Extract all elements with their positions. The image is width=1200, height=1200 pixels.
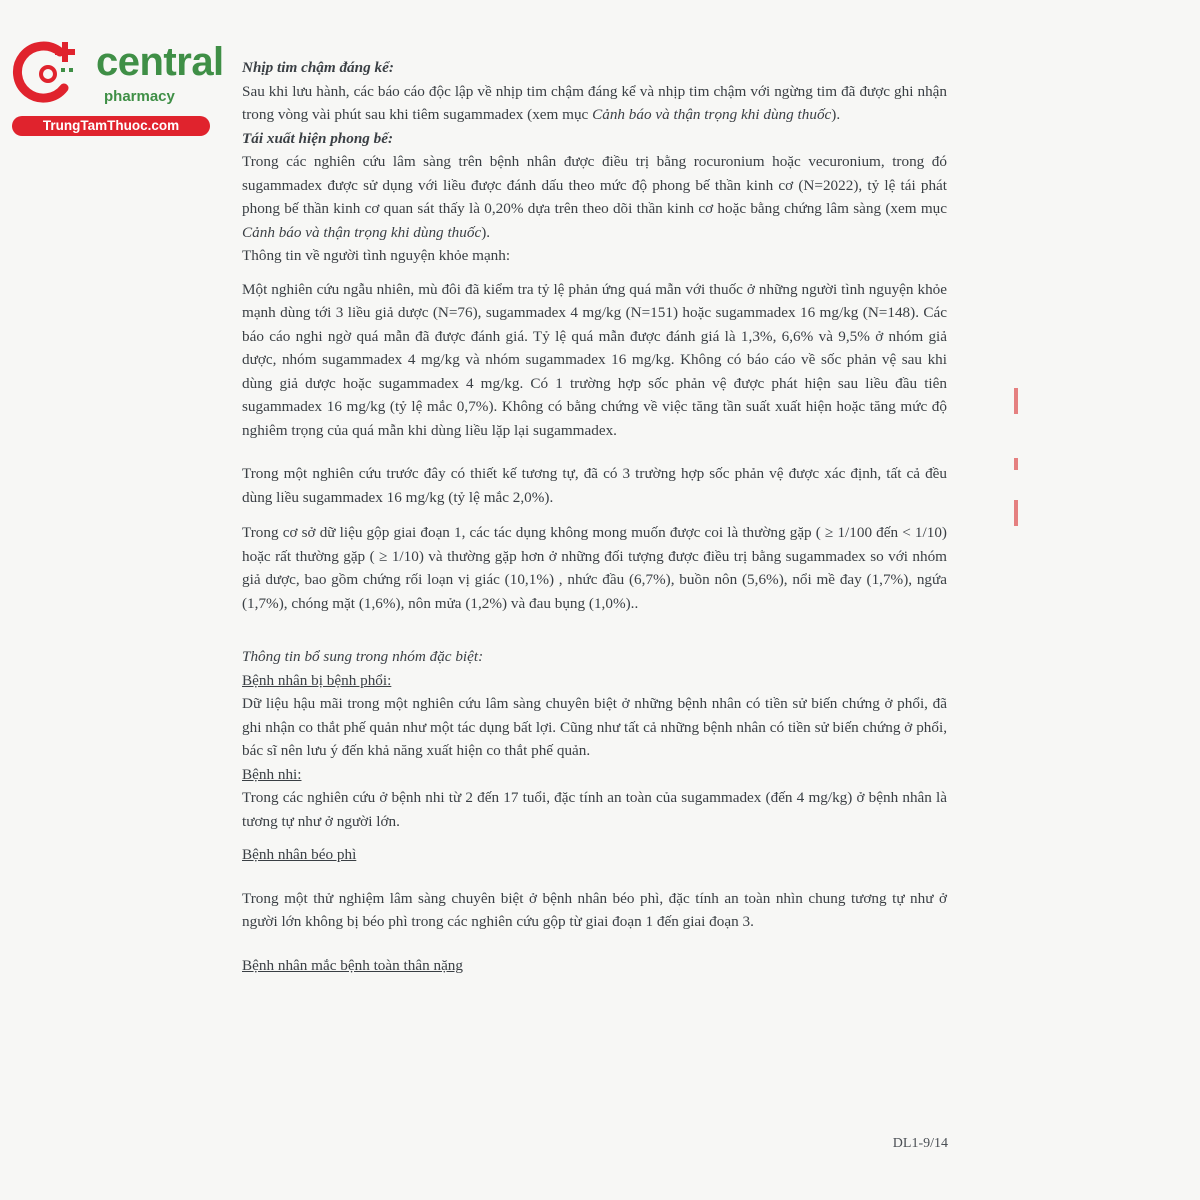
heading-pediatric: Bệnh nhi: — [242, 765, 302, 783]
page-number: DL1-9/14 — [892, 1136, 948, 1151]
heading-reblockade: Tái xuất hiện phong bế: — [242, 129, 394, 147]
paragraph-reblockade: Trong các nghiên cứu lâm sàng trên bệnh nhân được điều trị bằng rocuronium hoặc vecuronium, trong đó sugammadex được sử dụng với liều được đánh dấu theo mức độ phong bế thần kinh cơ (N=2022), tỷ lệ tái phát phong bế thần kinh cơ quan sát thấy là 0,20% dựa trên theo dõi thần kinh cơ hoặc bằng chứng lâm sàng (xem mục Cảnh báo và thận trọng khi dùng thuốc). — [242, 153, 947, 241]
document-page — [242, 56, 947, 977]
ref-warnings: Cảnh báo và thận trọng khi dùng thuốc — [592, 106, 832, 123]
margin-mark — [1014, 388, 1018, 414]
brand-site-link[interactable]: TrungTamThuoc.com — [12, 116, 210, 136]
paragraph-anaphylaxis: Trong một nghiên cứu trước đây có thiết kế tương tự, đã có 3 trường hợp sốc phản vệ được xác định, tất cả đều dùng liều sugammadex 16 mg/kg (tỷ lệ mắc 2,0%). — [242, 465, 947, 506]
paragraph-obese: Trong một thử nghiệm lâm sàng chuyên biệt ở bệnh nhân béo phì, đặc tính an toàn nhìn chung tương tự như ở người lớn không bị béo phì trong các nghiên cứu gộp từ giai đoạn 1 đến giai đoạn 3. — [242, 889, 947, 930]
brand-logo — [12, 38, 224, 138]
ref-warnings-2: Cảnh báo và thận trọng khi dùng thuốc — [242, 223, 482, 241]
margin-mark — [1014, 458, 1018, 470]
paragraph-pulmonary: Dữ liệu hậu mãi trong một nghiên cứu lâm sàng chuyên biệt ở những bệnh nhân có tiền sử biến chứng ở phổi, đã ghi nhận co thắt phế quản như một tác dụng bất lợi. Cũng như tất cả những bệnh nhân có tiền sử biến chứng ở phổi, bác sĩ nên lưu ý đến khả năng xuất hiện co thắt phế quản. — [242, 695, 947, 759]
paragraph-adverse-effects: Trong cơ sở dữ liệu gộp giai đoạn 1, các tác dụng không mong muốn được coi là thường gặp ( ≥ 1/100 đến < 1/10) hoặc rất thường gặp ( ≥ 1/10) và thường gặp hơn ở những đối tượng được điều trị bằng sugammadex so với nhóm giả dược, bao gồm chứng rối loạn vị giác (10,1%) , nhức đầu (6,7%), buồn nôn (5,6%), nổi mề đay (1,7%), ngứa (1,7%), chóng mặt (1,6%), nôn mửa (1,2%) và đau bụng (1,0%).. — [242, 524, 947, 612]
paragraph-pediatric: Trong các nghiên cứu ở bệnh nhi từ 2 đến 17 tuổi, đặc tính an toàn của sugammadex (đến 4 mg/kg) ở bệnh nhân là tương tự như ở người lớn. — [242, 789, 947, 830]
margin-mark — [1014, 500, 1018, 526]
heading-obese: Bệnh nhân béo phì — [242, 846, 357, 863]
heading-bradycardia: Nhịp tim chậm đáng kể: — [242, 59, 394, 76]
paragraph-hypersensitivity: Một nghiên cứu ngẫu nhiên, mù đôi đã kiểm tra tỷ lệ phản ứng quá mẫn với thuốc ở những người tình nguyện khỏe mạnh dùng tới 3 liều giả dược (N=76), sugammadex 4 mg/kg (N=151) hoặc sugammadex 16 mg/kg (N=148). Các báo cáo nghi ngờ quá mẫn đã được đánh giá. Tỷ lệ quá mẫn được đánh giá là 1,3%, 6,6% và 9,5% ở nhóm giả dược, nhóm sugammadex 4 mg/kg và nhóm sugammadex 16 mg/kg. Không có báo cáo về sốc phản vệ sau khi dùng giả dược hoặc sugammadex 4 mg/kg. Có 1 trường hợp sốc phản vệ được phát hiện sau liều đầu tiên sugammadex 16 mg/kg (tỷ lệ mắc 0,7%). Không có bằng chứng về việc tăng tần suất xuất hiện hoặc tăng mức độ nghiêm trọng của quá mẫn khi dùng liều lặp lại sugammadex. — [242, 280, 947, 439]
heading-severe-systemic: Bệnh nhân mắc bệnh toàn thân nặng — [242, 956, 463, 974]
brand-name: central — [96, 40, 224, 84]
central-pharmacy-logo-icon — [12, 38, 82, 108]
paragraph-bradycardia: Sau khi lưu hành, các báo cáo độc lập về nhịp tim chậm đáng kể và nhịp tim chậm với ngừng tim đã được ghi nhận trong vòng vài phút sau khi tiêm sugammadex (xem mục Cảnh báo và thận trọng khi dùng thuốc). — [242, 82, 947, 123]
heading-pulmonary: Bệnh nhân bị bệnh phổi: — [242, 671, 392, 689]
heading-special-groups: Thông tin bổ sung trong nhóm đặc biệt: — [242, 648, 484, 665]
heading-healthy-volunteers: Thông tin về người tình nguyện khỏe mạnh: — [242, 247, 511, 264]
brand-subtitle: pharmacy — [104, 88, 175, 105]
